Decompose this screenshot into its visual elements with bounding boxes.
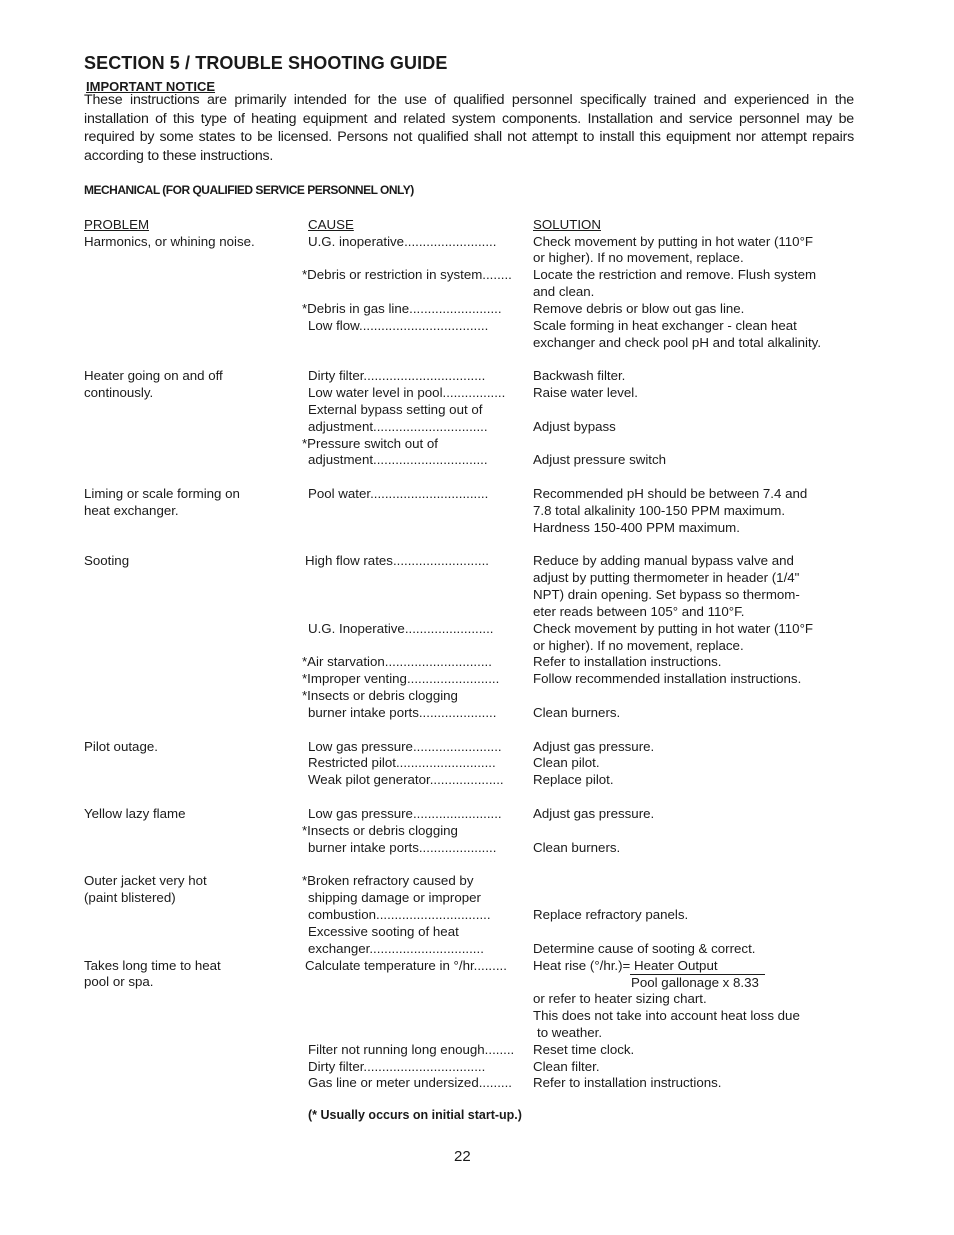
solution-text: Replace pilot. (533, 772, 614, 787)
solution-text: Check movement by putting in hot water (110°F (533, 234, 814, 249)
cause-text: Low flow................................... (308, 318, 489, 333)
solution-text: Locate the restriction and remove. Flush system (533, 267, 817, 282)
cause-text: Dirty filter................................. (308, 1059, 486, 1074)
solution-text: Adjust gas pressure. (533, 806, 655, 821)
cause-text: *Pressure switch out of (302, 436, 438, 451)
cause-text: *Insects or debris clogging (302, 688, 458, 703)
solution-text: Check movement by putting in hot water (110°F (533, 621, 814, 636)
solution-text: Recommended pH should be between 7.4 and (533, 486, 808, 501)
problem-text: heat exchanger. (84, 503, 179, 518)
section-title: SECTION 5 / TROUBLE SHOOTING GUIDE (84, 53, 448, 73)
cause-text: Low water level in pool................. (308, 385, 506, 400)
solution-header: SOLUTION (533, 217, 601, 232)
cause-text: Restricted pilot........................... (308, 755, 496, 770)
solution-text: Follow recommended installation instructions. (533, 671, 802, 686)
solution-text: Reduce by adding manual bypass valve and (533, 553, 794, 568)
solution-text: Scale forming in heat exchanger - clean heat (533, 318, 797, 333)
problem-text: (paint blistered) (84, 890, 176, 905)
cause-text: adjustment............................... (308, 419, 488, 434)
cause-text: combustion............................... (308, 907, 491, 922)
cause-text: Dirty filter................................. (308, 368, 486, 383)
cause-text: Excessive sooting of heat (308, 924, 459, 939)
problem-text: Takes long time to heat (84, 958, 221, 973)
cause-text: Calculate temperature in °/hr......... (305, 958, 507, 973)
problem-header: PROBLEM (84, 217, 150, 232)
cause-text: U.G. Inoperative........................ (308, 621, 494, 636)
solution-text: to weather. (537, 1025, 603, 1040)
problem-text: Harmonics, or whining noise. (84, 234, 255, 249)
cause-text: External bypass setting out of (308, 402, 483, 417)
mechanical-heading: MECHANICAL (FOR QUALIFIED SERVICE PERSONNEL ONLY) (84, 183, 414, 197)
cause-text: *Debris in gas line......................... (302, 301, 502, 316)
solution-text: adjust by putting thermometer in header (1/4" (533, 570, 800, 585)
solution-text: Clean filter. (533, 1059, 600, 1074)
solution-text: or higher). If no movement, replace. (533, 250, 744, 265)
solution-text: Reset time clock. (533, 1042, 635, 1057)
cause-text: *Improper venting......................... (302, 671, 500, 686)
problem-text: Yellow lazy flame (84, 806, 186, 821)
cause-text: burner intake ports..................... (308, 705, 497, 720)
cause-text: adjustment............................... (308, 452, 488, 467)
solution-text: Replace refractory panels. (533, 907, 689, 922)
solution-text: Clean burners. (533, 705, 621, 720)
solution-text: and clean. (533, 284, 595, 299)
cause-text: Low gas pressure........................ (308, 806, 502, 821)
solution-text: eter reads between 105° and 110°F. (533, 604, 745, 619)
cause-text: *Broken refractory caused by (302, 873, 474, 888)
solution-text: Adjust gas pressure. (533, 739, 655, 754)
cause-text: burner intake ports..................... (308, 840, 497, 855)
solution-text: Refer to installation instructions. (533, 1075, 722, 1090)
solution-text: Clean pilot. (533, 755, 600, 770)
notice-text: These instructions are primarily intended for the use of qualified personnel specifically trained and experienced in the installation of this type of heating equipment and related system components. Installation and service personnel may be required by some states to be licensed. Persons not qualified shall not attempt to install this equipment nor attempt repairs according to these instructions. (84, 92, 854, 164)
problem-text: pool or spa. (84, 974, 154, 989)
solution-text: Clean burners. (533, 840, 621, 855)
problem-text: Outer jacket very hot (84, 873, 207, 888)
solution-text: Raise water level. (533, 385, 638, 400)
cause-text: *Debris or restriction in system........ (302, 267, 512, 282)
problem-text: Heater going on and off (84, 368, 223, 383)
cause-text: Gas line or meter undersized......... (308, 1075, 512, 1090)
cause-text: exchanger............................... (308, 941, 484, 956)
solution-text: Hardness 150-400 PPM maximum. (533, 520, 740, 535)
solution-text: Refer to installation instructions. (533, 654, 722, 669)
cause-text: Low gas pressure........................ (308, 739, 502, 754)
cause-text: U.G. inoperative......................... (308, 234, 497, 249)
solution-text: or higher). If no movement, replace. (533, 638, 744, 653)
cause-text: Weak pilot generator.................... (308, 772, 504, 787)
problem-text: Pilot outage. (84, 739, 158, 754)
cause-text: shipping damage or improper (308, 890, 481, 905)
solution-text: Backwash filter. (533, 368, 626, 383)
heat-rise-formula: Heat rise (°/hr.)= Heater Output (533, 958, 718, 973)
page-number: 22 (454, 1148, 471, 1165)
solution-text: Determine cause of sooting & correct. (533, 941, 756, 956)
problem-text: continously. (84, 385, 154, 400)
solution-text: Remove debris or blow out gas line. (533, 301, 745, 316)
formula-denominator: Pool gallonage x 8.33 (631, 975, 759, 990)
problem-text: Sooting (84, 553, 130, 568)
solution-text: This does not take into account heat loss due (533, 1008, 800, 1023)
cause-text: *Insects or debris clogging (302, 823, 458, 838)
solution-text: Adjust pressure switch (533, 452, 667, 467)
notice-label: IMPORTANT NOTICE (86, 79, 216, 94)
solution-text: NPT) drain opening. Set bypass so thermom- (533, 587, 800, 602)
solution-text: Adjust bypass (533, 419, 616, 434)
solution-text: 7.8 total alkalinity 100-150 PPM maximum. (533, 503, 786, 518)
problem-text: Liming or scale forming on (84, 486, 240, 501)
cause-text: *Air starvation............................. (302, 654, 492, 669)
cause-text: Pool water................................ (308, 486, 489, 501)
cause-text: Filter not running long enough........ (308, 1042, 515, 1057)
solution-text: exchanger and check pool pH and total alkalinity. (533, 335, 822, 350)
footnote: (* Usually occurs on initial start-up.) (308, 1108, 522, 1122)
cause-header: CAUSE (308, 217, 354, 232)
cause-text: High flow rates.......................... (305, 553, 489, 568)
solution-text: or refer to heater sizing chart. (533, 991, 707, 1006)
